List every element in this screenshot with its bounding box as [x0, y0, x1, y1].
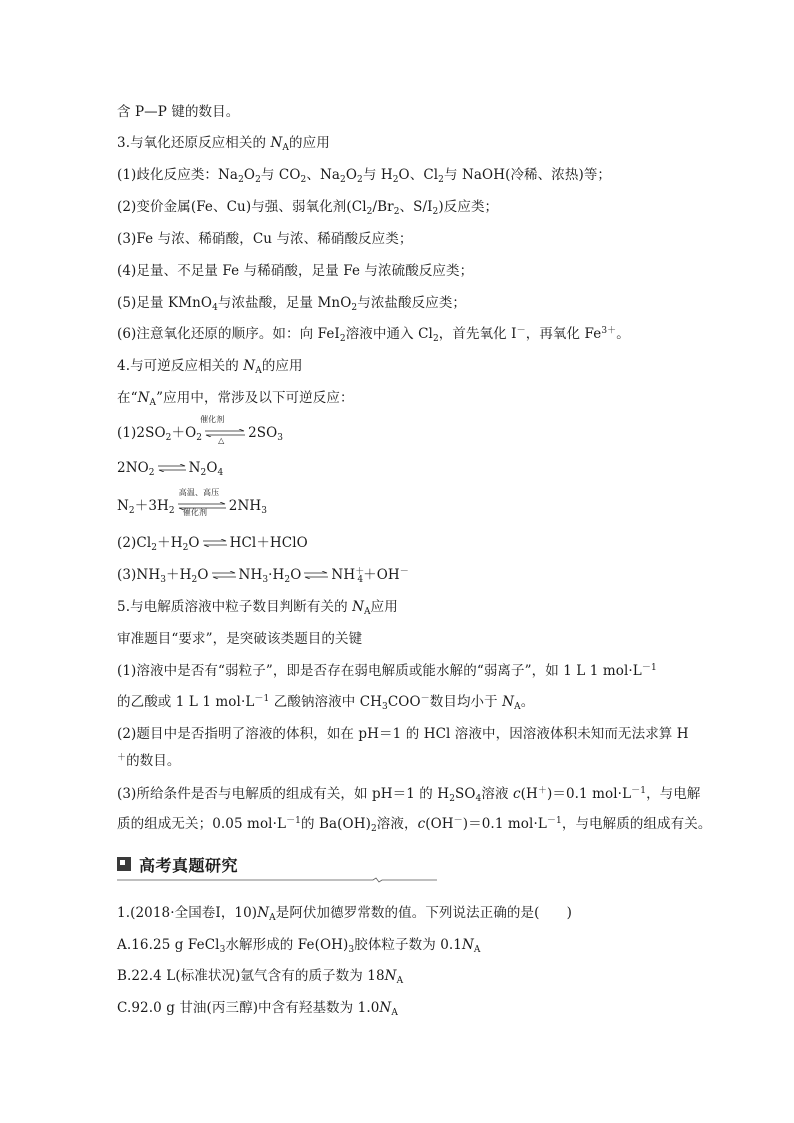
section-title: 高考真题研究: [139, 856, 239, 875]
section-divider: [117, 877, 437, 883]
text-line: (4)足量、不足量 Fe 与稀硝酸，足量 Fe 与浓硫酸反应类；: [117, 263, 474, 279]
option-c: C.92.0 g 甘油(丙三醇)中含有羟基数为 $1.0N_A$: [117, 1000, 398, 1018]
reversible-arrow-icon: 催化剂 △: [204, 425, 246, 439]
reversible-arrow-icon: [157, 460, 187, 474]
equation-line: $(3)NH_3+H_2O$ $NH_3\cdot H_2O$ $NH^+_4+OH^-$: [117, 567, 409, 585]
reversible-arrow-icon: [202, 535, 228, 549]
equation-line: $N_2+3H_2$ 高温、高压 催化剂 $2NH_3$: [117, 488, 268, 517]
question-stem: 1.(2018·全国卷Ⅰ，$10)N_A$是阿伏加德罗常数的值。下列说法正确的是( ): [117, 905, 573, 923]
text-line: 的乙酸或 1 L 1 $mol\cdot L^{-1}$ 乙酸钠溶液中 $CH_3COO^-$数目均小于 $N_A$。: [117, 694, 535, 712]
text-line: (1)歧化反应类：$Na_2O_2$与 $CO_2$、$Na_2O_2$与 $H_2O$、$Cl_2$与 NaOH(冷稀、浓热)等；: [117, 167, 612, 185]
equation-line: $(2)Cl_2+H_2O$ HCl＋HClO: [117, 535, 308, 553]
equation-line: $2NO_2$ $N_2O_4$: [117, 460, 224, 478]
section-heading-3: 3.与氧化还原反应相关的 $N_A$的应用: [117, 135, 330, 153]
text-line: 在“$N_A$”应用中，常涉及以下可逆反应：: [117, 390, 354, 408]
text-line: 含 P—P 键的数目。: [117, 104, 240, 120]
text-line: 审准题目“要求”，是突破该类题目的关键: [117, 631, 363, 647]
section-marker-icon: [117, 857, 131, 871]
text-line: (2)变价金属(Fe、Cu)与强、弱氧化剂($Cl_2/Br_2$、$S/I_2$)反应类；: [117, 199, 499, 217]
section-heading-4: 4.与可逆反应相关的 $N_A$的应用: [117, 358, 303, 376]
text-line: (2)题目中是否指明了溶液的体积，如在 pH＝1 的 HCl 溶液中，因溶液体积未知而无法求算 H: [117, 726, 689, 742]
section-heading-5: 5.与电解质溶液中粒子数目判断有关的 $N_A$应用: [117, 599, 398, 617]
text-line: 质的组成无关；0.05 $mol\cdot L^{-1}$的 $Ba(OH)_2$溶液，c(OH－)＝0.1 $mol\cdot L^{-1}$，与电解质的组成有关。: [117, 816, 712, 834]
text-line: (3)Fe 与浓、稀硝酸，Cu 与浓、稀硝酸反应类；: [117, 231, 413, 247]
reversible-arrow-icon: [303, 567, 329, 581]
reversible-arrow-icon: [211, 567, 237, 581]
text-line: (5)足量 KMnO$_4$与浓盐酸，足量 MnO$_2$与浓盐酸反应类；: [117, 295, 467, 313]
reversible-arrow-icon: 高温、高压 催化剂: [177, 498, 227, 512]
text-line: (6)注意氧化还原的顺序。如：向 FeI$_2$溶液中通入 $Cl_2$，首先氧化 I－，再氧化 $Fe^{3+}$。: [117, 326, 630, 344]
section-banner: [117, 852, 437, 882]
text-line: ＋的数目。: [117, 753, 181, 769]
text-line: (3)所给条件是否与电解质的组成有关，如 pH＝1 的 $H_2SO_4$溶液 c(H＋)＝0.1 $mol\cdot L^{-1}$，与电解: [117, 786, 701, 804]
option-a: A.16.25 g FeCl$_3$水解形成的 $Fe(OH)_3$胶体粒子数为 $0.1N_A$: [117, 937, 481, 955]
option-b: B.22.4 L(标准状况)氩气含有的质子数为 $18N_A$: [117, 968, 404, 986]
text-line: (1)溶液中是否有“弱粒子”，即是否存在弱电解质或能水解的“弱离子”，如 1 L 1 $mol\cdot L^{-1}$: [117, 663, 657, 679]
equation-line: $(1)2SO_2+O_2$ 催化剂 △ $2SO_3$: [117, 415, 284, 445]
